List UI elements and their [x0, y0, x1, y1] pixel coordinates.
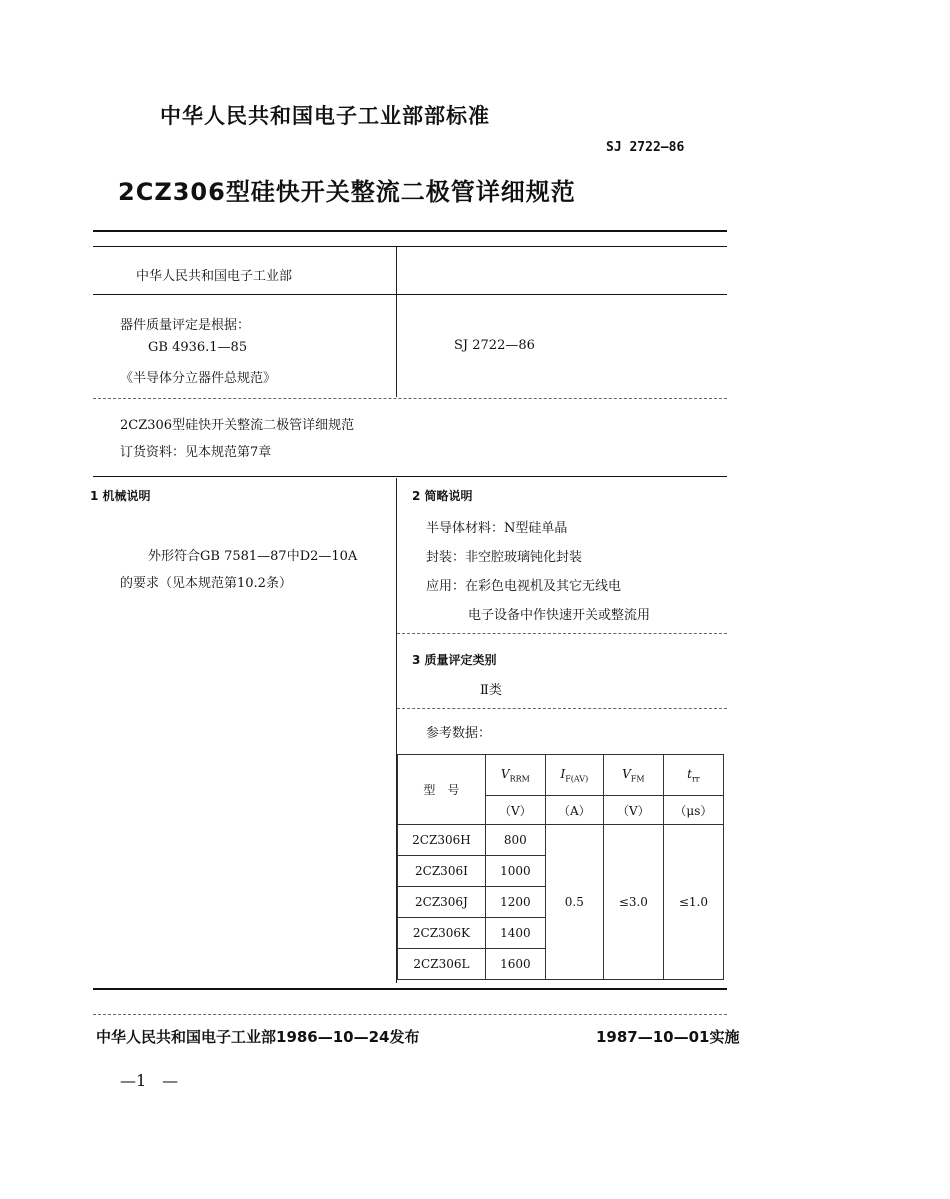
section2-heading: 2 简略说明: [412, 489, 473, 503]
page-number: —1 —: [120, 1071, 179, 1090]
standard-org-heading: 中华人民共和国电子工业部部标准: [160, 104, 490, 128]
effective-date: 1987—10—01实施: [596, 1028, 740, 1046]
section1-text-2: 的要求（见本规范第10.2条）: [120, 576, 292, 591]
vrrm-cell: 800: [485, 825, 545, 856]
footer-rule: [93, 1014, 727, 1015]
vrrm-cell: 1200: [485, 887, 545, 918]
vrrm-cell: 1400: [485, 918, 545, 949]
model-cell: 2CZ306J: [398, 887, 486, 918]
unit-vfm: （V）: [603, 796, 663, 825]
section3-heading: 3 质量评定类别: [412, 653, 497, 667]
top-rule-thin: [93, 246, 727, 247]
model-cell: 2CZ306K: [398, 918, 486, 949]
model-cell: 2CZ306H: [398, 825, 486, 856]
model-cell: 2CZ306I: [398, 856, 486, 887]
box-org: 中华人民共和国电子工业部: [136, 269, 293, 284]
section3-rule: [397, 708, 727, 709]
unit-trr: （μs）: [663, 796, 723, 825]
unit-vrrm: （V）: [485, 796, 545, 825]
table-row: [398, 825, 724, 856]
basis-label: 器件质量评定是根据：: [120, 318, 251, 333]
issue-date: 中华人民共和国电子工业部1986—10—24发布: [96, 1028, 420, 1046]
application-continued: 电子设备中作快速开关或整流用: [468, 608, 651, 623]
header-vrrm: $V_{RRM}$: [485, 755, 545, 796]
table-header-row: [398, 755, 724, 796]
basis-standard: GB 4936.1—85: [148, 340, 248, 355]
box-rule-3: [93, 476, 727, 477]
box-rule-2: [93, 398, 727, 399]
order-info: 订货资料：见本规范第7章: [120, 445, 272, 460]
vfm-value: ≤3.0: [603, 825, 663, 980]
section2-rule: [397, 633, 727, 634]
trr-value: ≤1.0: [663, 825, 723, 980]
basis-standard-name: 《半导体分立器件总规范》: [120, 371, 277, 386]
section1-heading: 1 机械说明: [90, 489, 151, 503]
bottom-rule: [93, 988, 727, 990]
box-rule-1: [93, 294, 727, 295]
if-value: 0.5: [545, 825, 603, 980]
section1-text-1: 外形符合GB 7581—87中D2—10A: [148, 549, 358, 564]
document-title: 2CZ306型硅快开关整流二极管详细规范: [118, 178, 576, 206]
reference-data-table: [397, 754, 724, 980]
header-trr: $t_{rr}$: [663, 755, 723, 796]
header-if: $I_{F(AV)}$: [545, 755, 603, 796]
package: 封装：非空腔玻璃钝化封装: [426, 550, 583, 565]
unit-if: （A）: [545, 796, 603, 825]
header-model: 型 号: [398, 755, 486, 825]
reference-label: 参考数据：: [426, 726, 492, 741]
application: 应用：在彩色电视机及其它无线电: [426, 579, 622, 594]
quality-category: Ⅱ类: [480, 683, 502, 698]
spec-title: 2CZ306型硅快开关整流二极管详细规范: [120, 418, 355, 433]
header-vfm: $V_{FM}$: [603, 755, 663, 796]
material: 半导体材料：N型硅单晶: [426, 521, 568, 536]
top-rule: [93, 230, 727, 232]
model-cell: 2CZ306L: [398, 949, 486, 980]
vrrm-cell: 1600: [485, 949, 545, 980]
vrrm-cell: 1000: [485, 856, 545, 887]
box-code: SJ 2722—86: [454, 338, 535, 353]
column-divider-top: [396, 247, 397, 397]
standard-code: SJ 2722—86: [606, 140, 685, 155]
